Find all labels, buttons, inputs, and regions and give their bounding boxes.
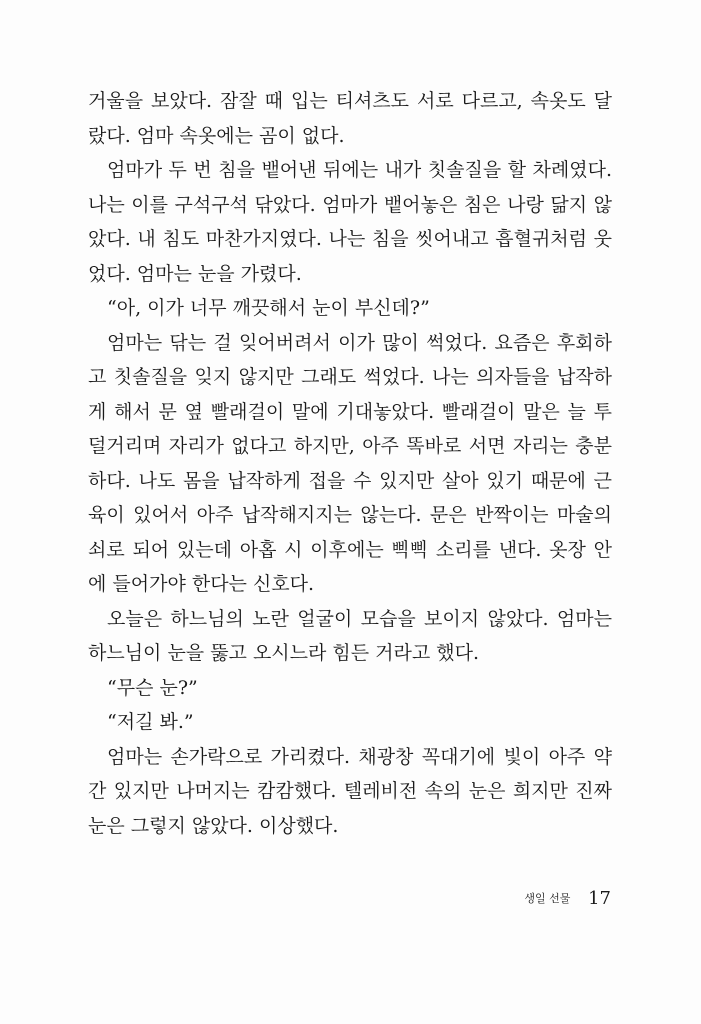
text-line: 오늘은 하느님의 노란 얼굴이 모습을 보이지 않았다. 엄마는 [107, 607, 612, 630]
text-line: 았다. 내 침도 마찬가지였다. 나는 침을 씻어내고 흡혈귀처럼 웃 [88, 228, 612, 250]
page-footer [524, 888, 611, 909]
text-line: 엄마는 손가락으로 가리켰다. 채광창 꼭대기에 빛이 아주 약 [107, 745, 612, 768]
text-line: 나는 이를 구석구석 닦았다. 엄마가 뱉어놓은 침은 나랑 닮지 않 [88, 193, 612, 216]
text-line: 엄마는 닦는 걸 잊어버려서 이가 많이 썩었다. 요즘은 후회하 [107, 331, 612, 354]
text-line: 쇠로 되어 있는데 아홉 시 이후에는 삑삑 소리를 낸다. 옷장 안 [88, 538, 612, 561]
text-line: “무슨 눈?” [107, 676, 198, 699]
text-line: 랐다. 엄마 속옷에는 곰이 없다. [88, 124, 345, 147]
text-line: 하다. 나도 몸을 납작하게 접을 수 있지만 살아 있기 때문에 근 [88, 469, 612, 492]
running-title: 생일 선물 [524, 892, 571, 905]
text-line: “아, 이가 너무 깨끗해서 눈이 부신데?” [107, 297, 430, 319]
text-line: “저길 봐.” [107, 711, 194, 733]
text-line: 엄마가 두 번 침을 뱉어낸 뒤에는 내가 칫솔질을 할 차례였다. [107, 159, 612, 181]
body-text [88, 86, 612, 845]
text-line: 덜거리며 자리가 없다고 하지만, 아주 똑바로 서면 자리는 충분 [88, 435, 612, 457]
text-line: 간 있지만 나머지는 캄캄했다. 텔레비전 속의 눈은 희지만 진짜 [88, 780, 612, 802]
text-line: 게 해서 문 옆 빨래걸이 말에 기대놓았다. 빨래걸이 말은 늘 투 [88, 400, 612, 423]
text-line: 눈은 그렇지 않았다. 이상했다. [88, 814, 339, 837]
text-line: 육이 있어서 아주 납작해지지는 않는다. 문은 반짝이는 마술의 [88, 504, 612, 526]
text-line: 하느님이 눈을 뚫고 오시느라 힘든 거라고 했다. [88, 642, 480, 664]
text-line: 었다. 엄마는 눈을 가렸다. [88, 262, 302, 285]
text-line: 고 칫솔질을 잊지 않지만 그래도 썩었다. 나는 의자들을 납작하 [88, 366, 612, 388]
text-line: 거울을 보았다. 잠잘 때 입는 티셔츠도 서로 다르고, 속옷도 달 [88, 90, 612, 112]
page-number: 17 [588, 888, 611, 909]
text-line: 에 들어가야 한다는 신호다. [88, 573, 315, 595]
